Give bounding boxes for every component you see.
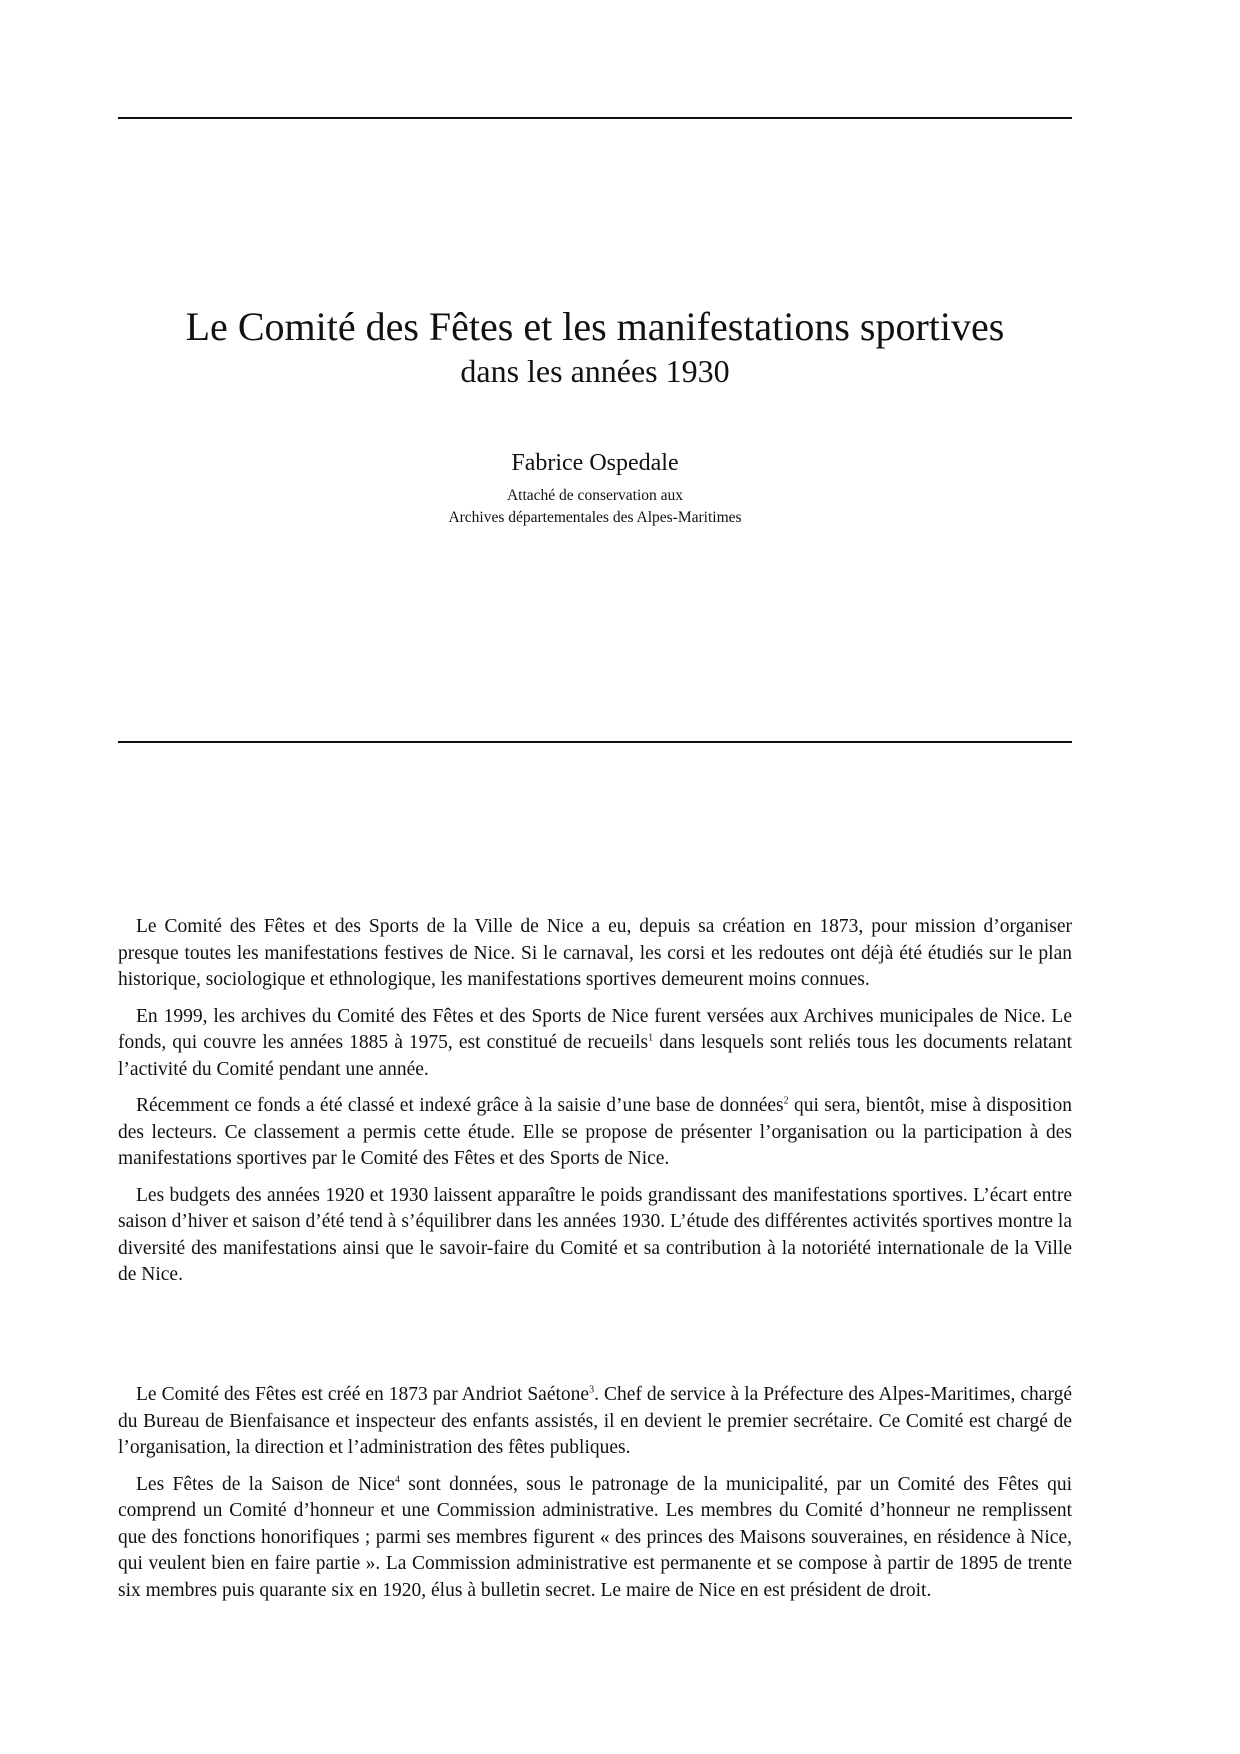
footnote-ref[interactable]: 4 xyxy=(394,1474,400,1485)
paragraph-text: qui sera, bientôt, mise à disposition des lecteurs. Ce classement a permis cette étude. Elle se propose de présenter l’organisation ou la participation à des manifestations sportives par le Comité des Fêtes et des Sports de Nice. xyxy=(118,1095,1072,1169)
paragraph xyxy=(118,1093,1072,1173)
paragraph-text: sont données, sous le patronage de la municipalité, par un Comité des Fêtes qui comprend un Comité d’honneur et une Commission administrative. Les membres du Comité d’honneur ne remplissent que des fonctions honorifiques ; parmi ses membres figurent « des princes des Maisons souveraines, en résidence à Nice, qui veulent bien en faire partie ». La Commission administrative est permanente et se compose à partir de 1895 de trente six membres puis quarante six en 1920, élus à bulletin secret. Le maire de Nice en est président de droit. xyxy=(118,1473,1073,1601)
paragraph-text: Récemment ce fonds a été classé et indexé grâce à la saisie d’une base de données xyxy=(136,1095,784,1116)
paragraph xyxy=(118,1472,1072,1605)
paragraph-text: En 1999, les archives du Comité des Fêtes et des Sports de Nice furent versées aux Archives municipales de Nice. Le fonds, qui couvre les années 1885 à 1975, est constitué de recueils xyxy=(118,1005,1072,1053)
article-title: Le Comité des Fêtes et les manifestations sportives xyxy=(185,304,1005,349)
footnote-ref[interactable]: 3 xyxy=(589,1384,595,1396)
author-name: Fabrice Ospedale xyxy=(511,450,679,476)
author-affiliation-line1: Attaché de conservation aux xyxy=(506,487,684,504)
author-affiliation-line2: Archives départementales des Alpes-Maritimes xyxy=(448,509,742,526)
paragraph-text: . Chef de service à la Préfecture des Alpes-Maritimes, chargé du Bureau de Bienfaisance et inspecteur des enfants assistés, il en devient le premier secrétaire. Ce Comité est chargé de l’organisation, la direction et l’administration des fêtes publiques. xyxy=(118,1384,1073,1458)
bottom-rule xyxy=(118,741,1072,743)
paragraph xyxy=(118,1004,1072,1084)
paragraph: Les budgets des années 1920 et 1930 laissent apparaître le poids grandissant des manifestations sportives. L’écart entre saison d’hiver et saison d’été tend à s’équilibrer dans les années 1930. L’étude des différentes activités sportives montre la diversité des manifestations ainsi que le savoir-faire du Comité et sa contribution à la notoriété internationale de la Ville de Nice. xyxy=(118,1184,1072,1285)
paragraph-text: Les Fêtes de la Saison de Nice xyxy=(136,1473,395,1495)
paragraph xyxy=(118,1382,1072,1462)
introduction-section xyxy=(118,914,1072,1299)
top-rule xyxy=(118,117,1072,119)
body-section xyxy=(118,1382,1072,1614)
article-subtitle: dans les années 1930 xyxy=(460,353,730,389)
paragraph-text: dans lesquels sont reliés tous les documents relatant l’activité du Comité pendant une année. xyxy=(118,1032,1072,1080)
footnote-ref[interactable]: 1 xyxy=(648,1032,654,1044)
paragraph-text: Le Comité des Fêtes est créé en 1873 par Andriot Saétone xyxy=(136,1384,590,1405)
paragraph: Le Comité des Fêtes et des Sports de la Ville de Nice a eu, depuis sa création en 1873, pour mission d’organiser presque toutes les manifestations festives de Nice. Si le carnaval, les corsi et les redoutes ont déjà été étudiés sur le plan historique, sociologique et ethnologique, les manifestations sportives demeurent moins connues. xyxy=(118,916,1072,990)
footnote-ref[interactable]: 2 xyxy=(783,1095,789,1107)
